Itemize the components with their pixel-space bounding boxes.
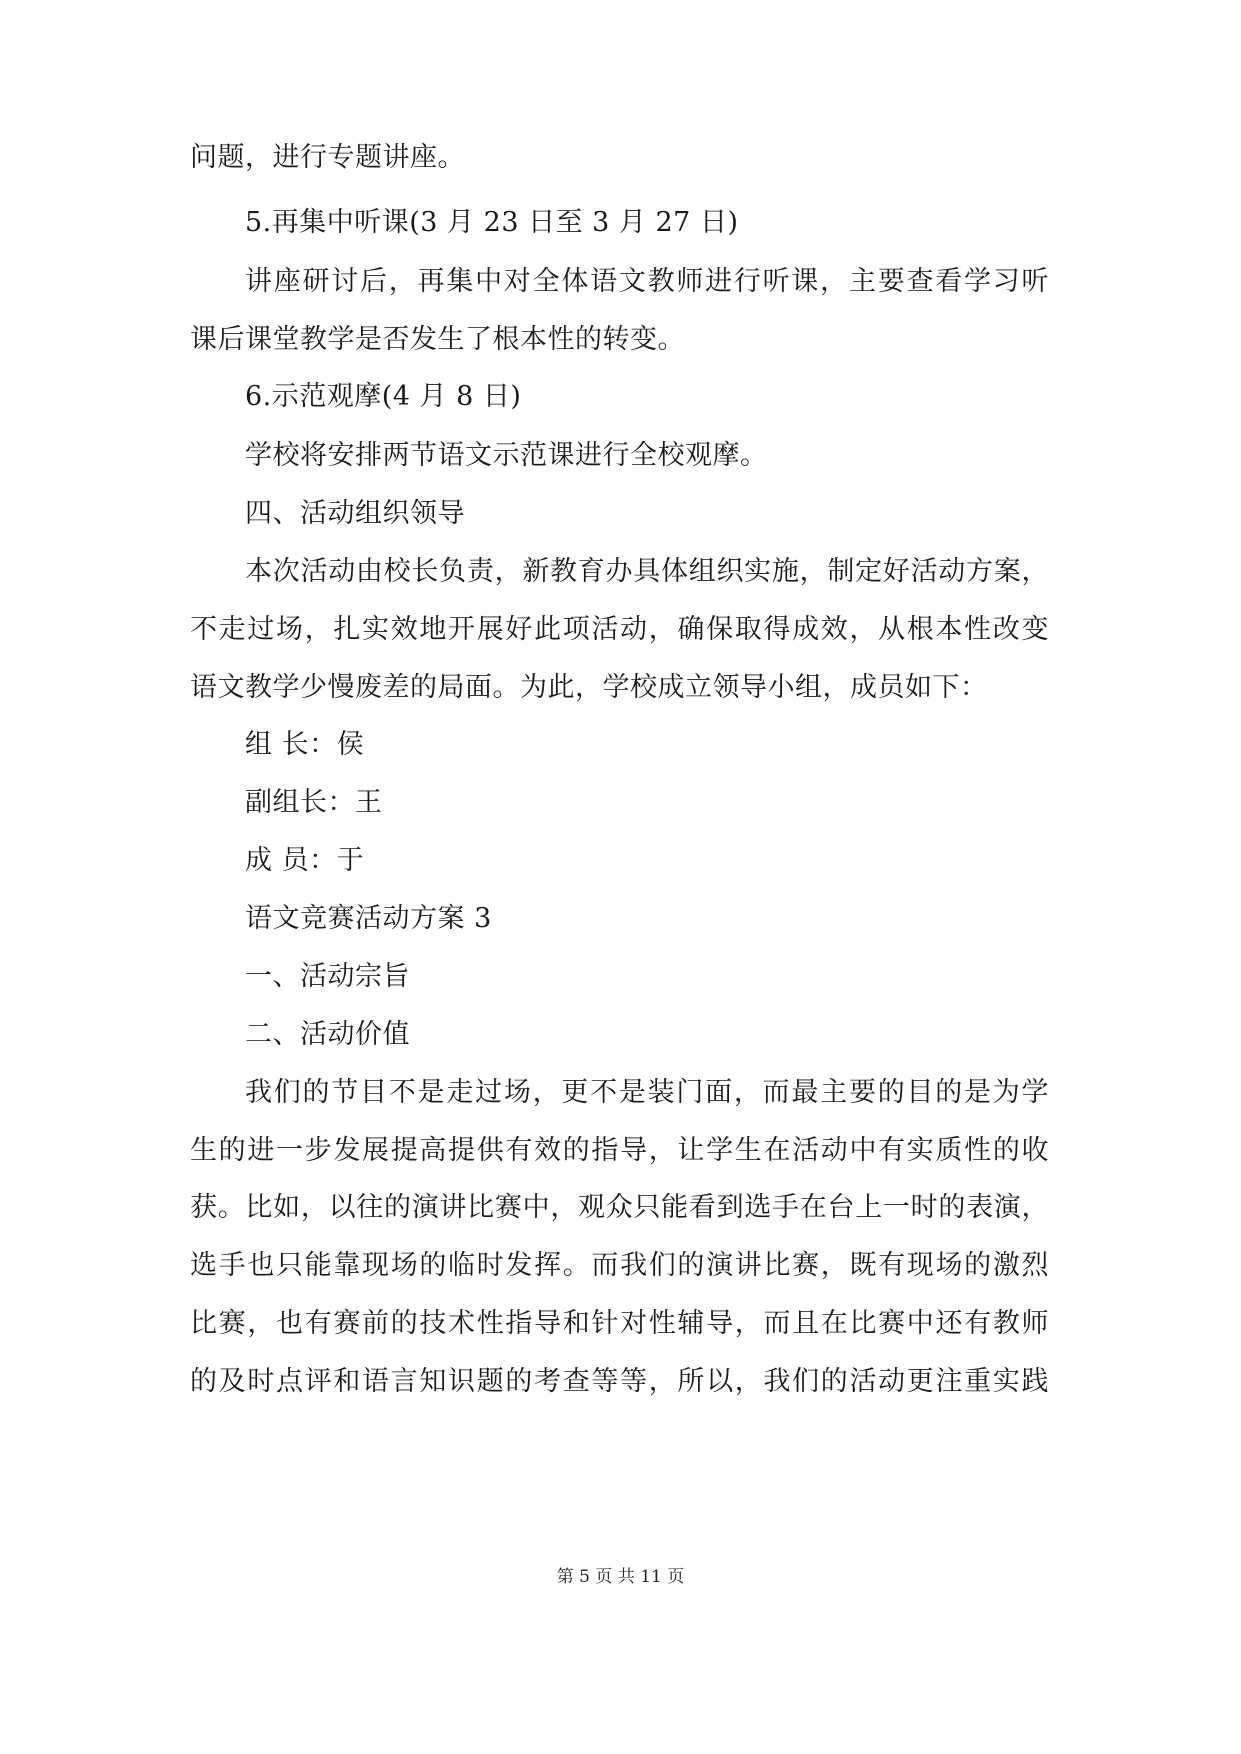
page-footer: 第 5 页 共 11 页 (556, 1567, 685, 1587)
text-line: 比赛，也有赛前的技术性指导和针对性辅导，而且在比赛中还有教师 (190, 1308, 1049, 1339)
text-line: 组 长：侯 (245, 729, 365, 760)
section-heading: 语文竞赛活动方案 3 (245, 903, 492, 934)
text-line: 不走过场，扎实效地开展好此项活动，确保取得成效，从根本性改变 (190, 614, 1049, 645)
text-line: 选手也只能靠现场的临时发挥。而我们的演讲比赛，既有现场的激烈 (190, 1250, 1049, 1281)
text-line: 语文教学少慢废差的局面。为此，学校成立领导小组，成员如下： (190, 672, 988, 703)
text-line: 学校将安排两节语文示范课进行全校观摩。 (245, 440, 768, 471)
text-line: 副组长：王 (245, 787, 383, 818)
section-heading: 四、活动组织领导 (245, 498, 465, 529)
text-line: 我们的节目不是走过场，更不是装门面，而最主要的目的是为学 (245, 1077, 1049, 1108)
text-line: 课后课堂教学是否发生了根本性的转变。 (190, 324, 685, 355)
section-heading: 一、活动宗旨 (245, 961, 410, 992)
section-heading: 5.再集中听课(3 月 23 日至 3 月 27 日) (245, 207, 739, 238)
text-line: 的及时点评和语言知识题的考查等等，所以，我们的活动更注重实践 (190, 1366, 1049, 1397)
section-heading: 二、活动价值 (245, 1019, 410, 1050)
text-line: 生的进一步发展提高提供有效的指导，让学生在活动中有实质性的收 (190, 1135, 1049, 1166)
text-line: 讲座研讨后，再集中对全体语文教师进行听课，主要查看学习听 (245, 266, 1049, 297)
section-heading: 6.示范观摩(4 月 8 日) (245, 381, 522, 412)
text-line: 成 员：于 (245, 845, 365, 876)
text-line: 获。比如，以往的演讲比赛中，观众只能看到选手在台上一时的表演， (190, 1192, 1049, 1223)
text-line: 本次活动由校长负责，新教育办具体组织实施，制定好活动方案， (245, 556, 1049, 587)
text-line: 问题，进行专题讲座。 (190, 142, 465, 173)
